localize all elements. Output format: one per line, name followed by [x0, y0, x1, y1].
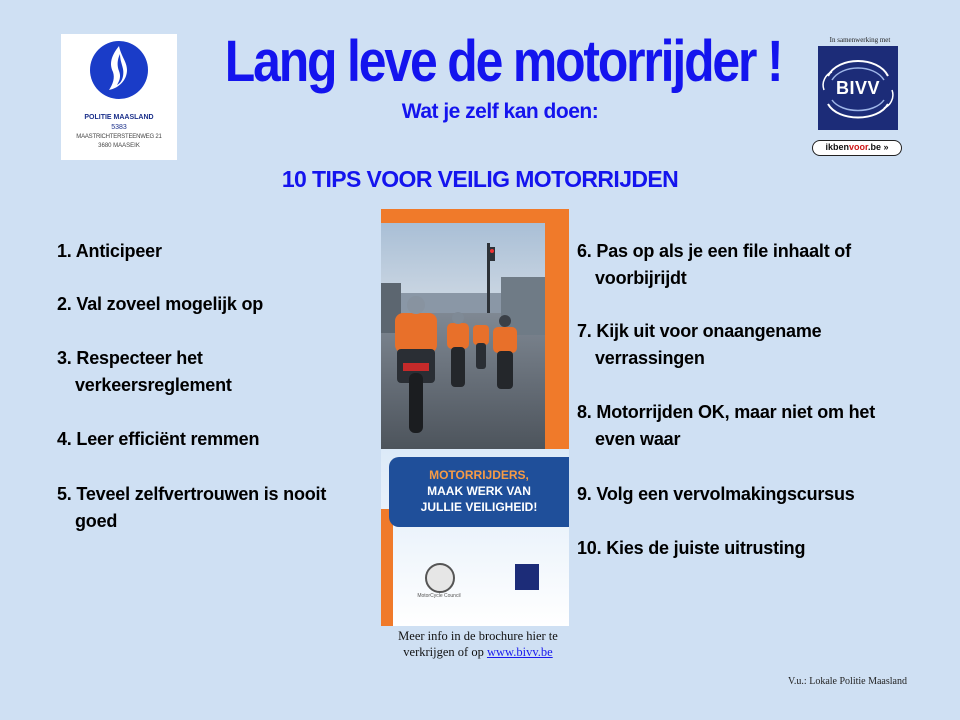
tip-7-continuation: verrassingen: [595, 348, 705, 368]
brochure-caption-line2: verkrijgen of op: [403, 645, 487, 659]
tip-8-continuation: even waar: [595, 429, 681, 449]
brochure-banner-line1: MOTORRIJDERS,: [429, 468, 529, 482]
tip-2: [57, 291, 263, 318]
tip-3-continuation: verkeersreglement: [75, 375, 232, 395]
tip-4-text: 4. Leer efficiënt remmen: [57, 429, 260, 449]
brochure-orange-strip: [381, 509, 393, 626]
tip-9-text: 9. Volg een vervolmakingscursus: [577, 484, 855, 504]
brochure-orange-side: [545, 209, 569, 449]
police-street: MAASTRICHTERSTEENWEG 21: [76, 134, 162, 140]
partner-caption: In samenwerking met: [829, 36, 891, 44]
tips-heading: 10 TIPS VOOR VEILIG MOTORRIJDEN: [281, 166, 679, 192]
tip-6-continuation: voorbijrijdt: [595, 268, 687, 288]
police-city: 3680 MAASEIK: [98, 143, 140, 149]
bivv-logo-text: BIVV: [835, 78, 880, 98]
bivv-website-link[interactable]: www.bivv.be: [486, 645, 553, 659]
tip-10-text: 10. Kies de juiste uitrusting: [577, 538, 806, 558]
brochure-cover-image: [381, 209, 569, 626]
tip-1: [57, 238, 162, 265]
bivv-logo: [818, 46, 898, 130]
tip-5-text: 5. Teveel zelfvertrouwen is nooit: [57, 484, 327, 504]
brochure-banner-line3: JULLIE VEILIGHEID!: [420, 500, 538, 514]
brochure-bivv-logo-icon: [515, 564, 539, 590]
police-flame-emblem-icon: [89, 40, 149, 100]
tip-4: [57, 426, 259, 453]
motorcycle-council-seal-icon: [425, 563, 455, 593]
tip-5: [57, 481, 326, 535]
ikben-highlight: voor: [848, 142, 868, 152]
tip-6-text: 6. Pas op als je een file inhaalt of: [577, 241, 851, 261]
page-subtitle: Wat je zelf kan doen:: [401, 100, 599, 123]
motorcycle-council-caption: MotorCycle Council: [417, 593, 461, 599]
brochure-caption: [378, 628, 578, 660]
police-zone-number: 5383: [111, 124, 127, 131]
brochure-banner-text: [395, 467, 563, 515]
ikbenvoor-badge: [812, 140, 902, 156]
tip-6: [577, 238, 851, 292]
ikben-suffix: .be: [867, 142, 881, 152]
brochure-orange-band: [381, 209, 569, 223]
ikben-prefix: ikben: [825, 142, 849, 152]
brochure-banner-line2: MAAK WERK VAN: [427, 484, 531, 498]
tip-3: [57, 345, 232, 399]
chevrons-icon: »: [883, 142, 889, 152]
tip-3-text: 3. Respecteer het: [57, 348, 203, 368]
page-title: Lang leve de motorrijder !: [224, 29, 782, 94]
tip-7: [577, 318, 821, 372]
tip-9: [577, 481, 855, 508]
tip-1-text: 1. Anticipeer: [57, 241, 162, 261]
tip-8: [577, 399, 875, 453]
police-maasland-logo: [61, 34, 177, 160]
tip-2-text: 2. Val zoveel mogelijk op: [57, 294, 264, 314]
motorcyclists-photo: [381, 223, 545, 449]
police-name: POLITIE MAASLAND: [84, 114, 154, 121]
tip-5-continuation: goed: [75, 511, 118, 531]
tip-10: [577, 535, 805, 562]
publisher-note: V.u.: Lokale Politie Maasland: [788, 676, 907, 687]
tip-8-text: 8. Motorrijden OK, maar niet om het: [577, 402, 876, 422]
brochure-caption-line1: Meer info in de brochure hier te: [398, 629, 558, 643]
tip-7-text: 7. Kijk uit voor onaangename: [577, 321, 822, 341]
